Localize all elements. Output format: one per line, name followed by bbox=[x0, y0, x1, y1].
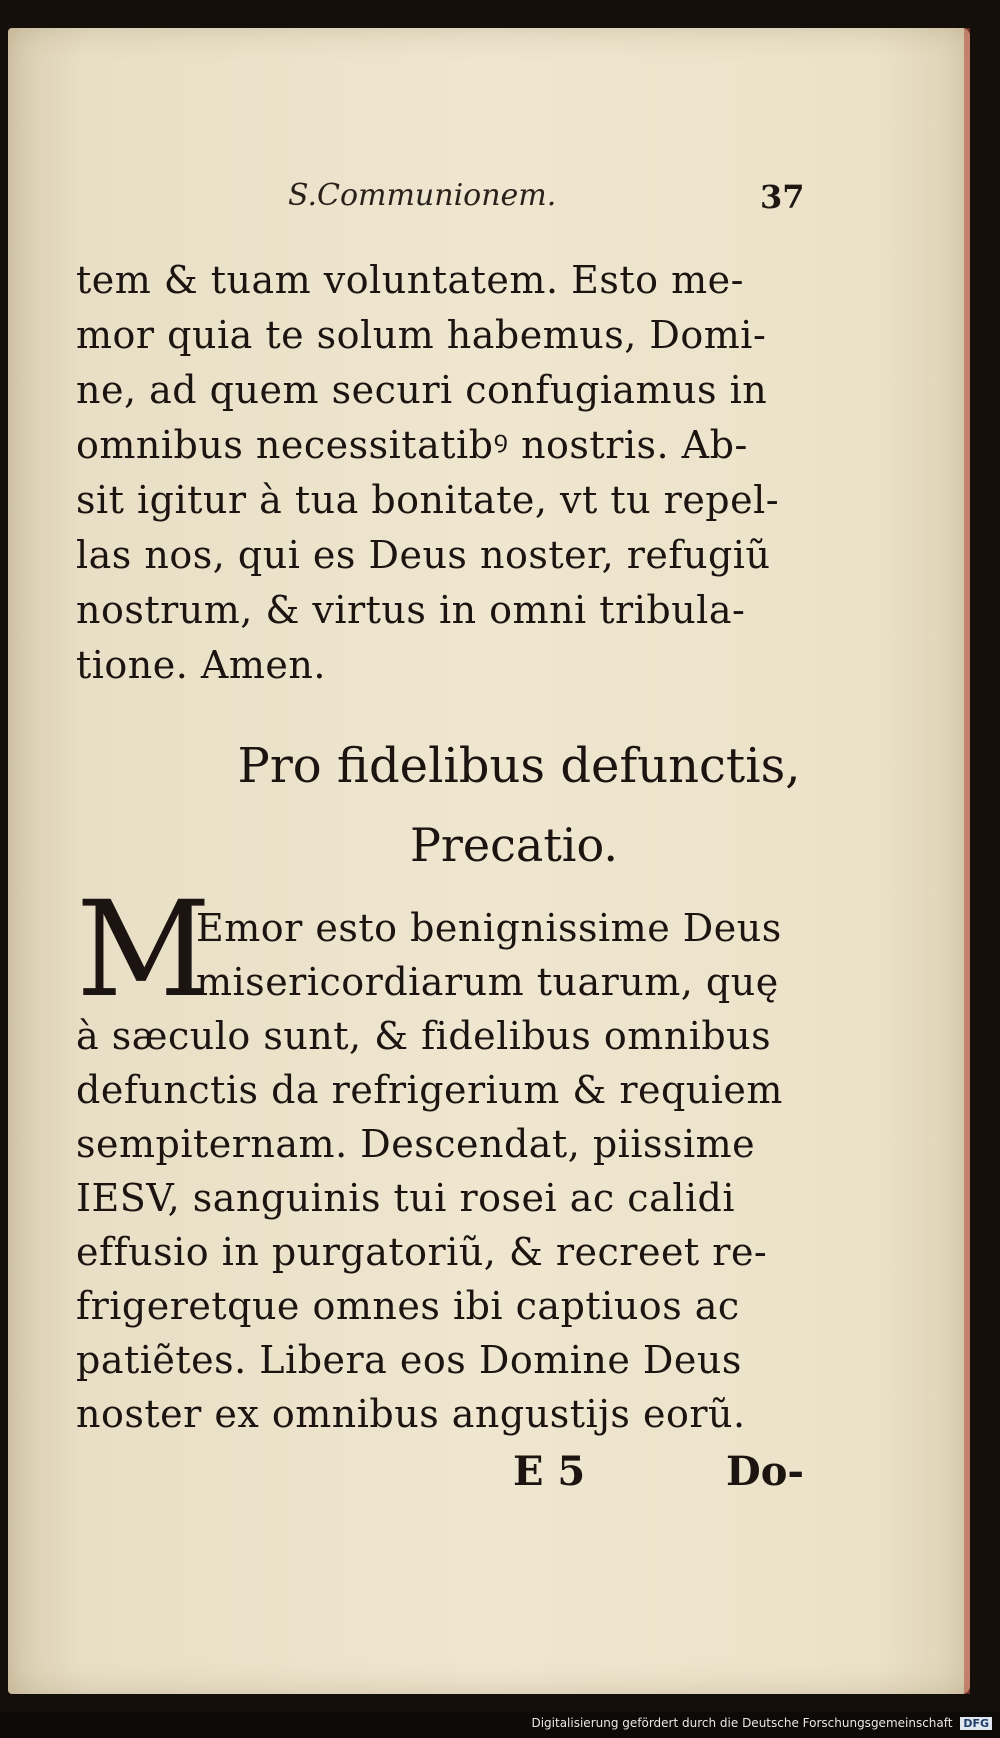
text-line: las nos, qui es Deus noster, refugiũ bbox=[76, 533, 771, 577]
text-line: à sæculo sunt, & fidelibus omnibus bbox=[76, 1014, 772, 1058]
text-line: nostrum, & virtus in omni tribula- bbox=[76, 588, 746, 632]
text-line: tem & tuam voluntatem. Esto me- bbox=[76, 258, 744, 302]
running-head bbox=[8, 178, 970, 228]
text-line: ne, ad quem securi confugiamus in bbox=[76, 368, 768, 412]
running-title: S.Communionem. bbox=[288, 178, 557, 213]
drop-cap: M bbox=[76, 873, 212, 1027]
prayer-end-text bbox=[76, 253, 836, 693]
footer-credit bbox=[531, 1716, 992, 1730]
text-line: Emor esto benignissime Deus bbox=[196, 906, 782, 950]
text-line: misericordiarum tuarum, quę bbox=[196, 960, 779, 1004]
page-number: 37 bbox=[760, 178, 805, 216]
book-page bbox=[8, 28, 970, 1694]
text-line: patiẽtes. Libera eos Domine Deus bbox=[76, 1338, 742, 1382]
text-line: tione. Amen. bbox=[76, 643, 326, 687]
text-line: IESV, sanguinis tui rosei ac calidi bbox=[76, 1176, 736, 1220]
catchword: Do- bbox=[726, 1448, 804, 1495]
digitization-footer bbox=[0, 1712, 1000, 1738]
text-line: effusio in purgatoriũ, & recreet re- bbox=[76, 1230, 768, 1274]
text-line: noster ex omnibus angustijs eorũ. bbox=[76, 1392, 746, 1436]
text-line: defunctis da refrigerium & requiem bbox=[76, 1068, 783, 1112]
section-subtitle: Precatio. bbox=[409, 818, 619, 872]
catchword-line bbox=[8, 1448, 970, 1508]
prayer-text bbox=[76, 901, 836, 1441]
text-line: sempiternam. Descendat, piissime bbox=[76, 1122, 756, 1166]
text-line: omnibus necessitatibꝰ nostris. Ab- bbox=[76, 423, 748, 467]
text-line: sit igitur à tua bonitate, vt tu repel- bbox=[76, 478, 780, 522]
text-line: frigeretque omnes ibi captiuos ac bbox=[76, 1284, 740, 1328]
signature-mark: E 5 bbox=[513, 1448, 586, 1495]
section-title: Pro fidelibus defunctis, bbox=[237, 738, 801, 794]
dfg-logo: DFG bbox=[960, 1717, 992, 1730]
credit-text: Digitalisierung gefördert durch die Deutsche Forschungsgemeinschaft bbox=[531, 1716, 953, 1730]
text-line: mor quia te solum habemus, Domi- bbox=[76, 313, 767, 357]
